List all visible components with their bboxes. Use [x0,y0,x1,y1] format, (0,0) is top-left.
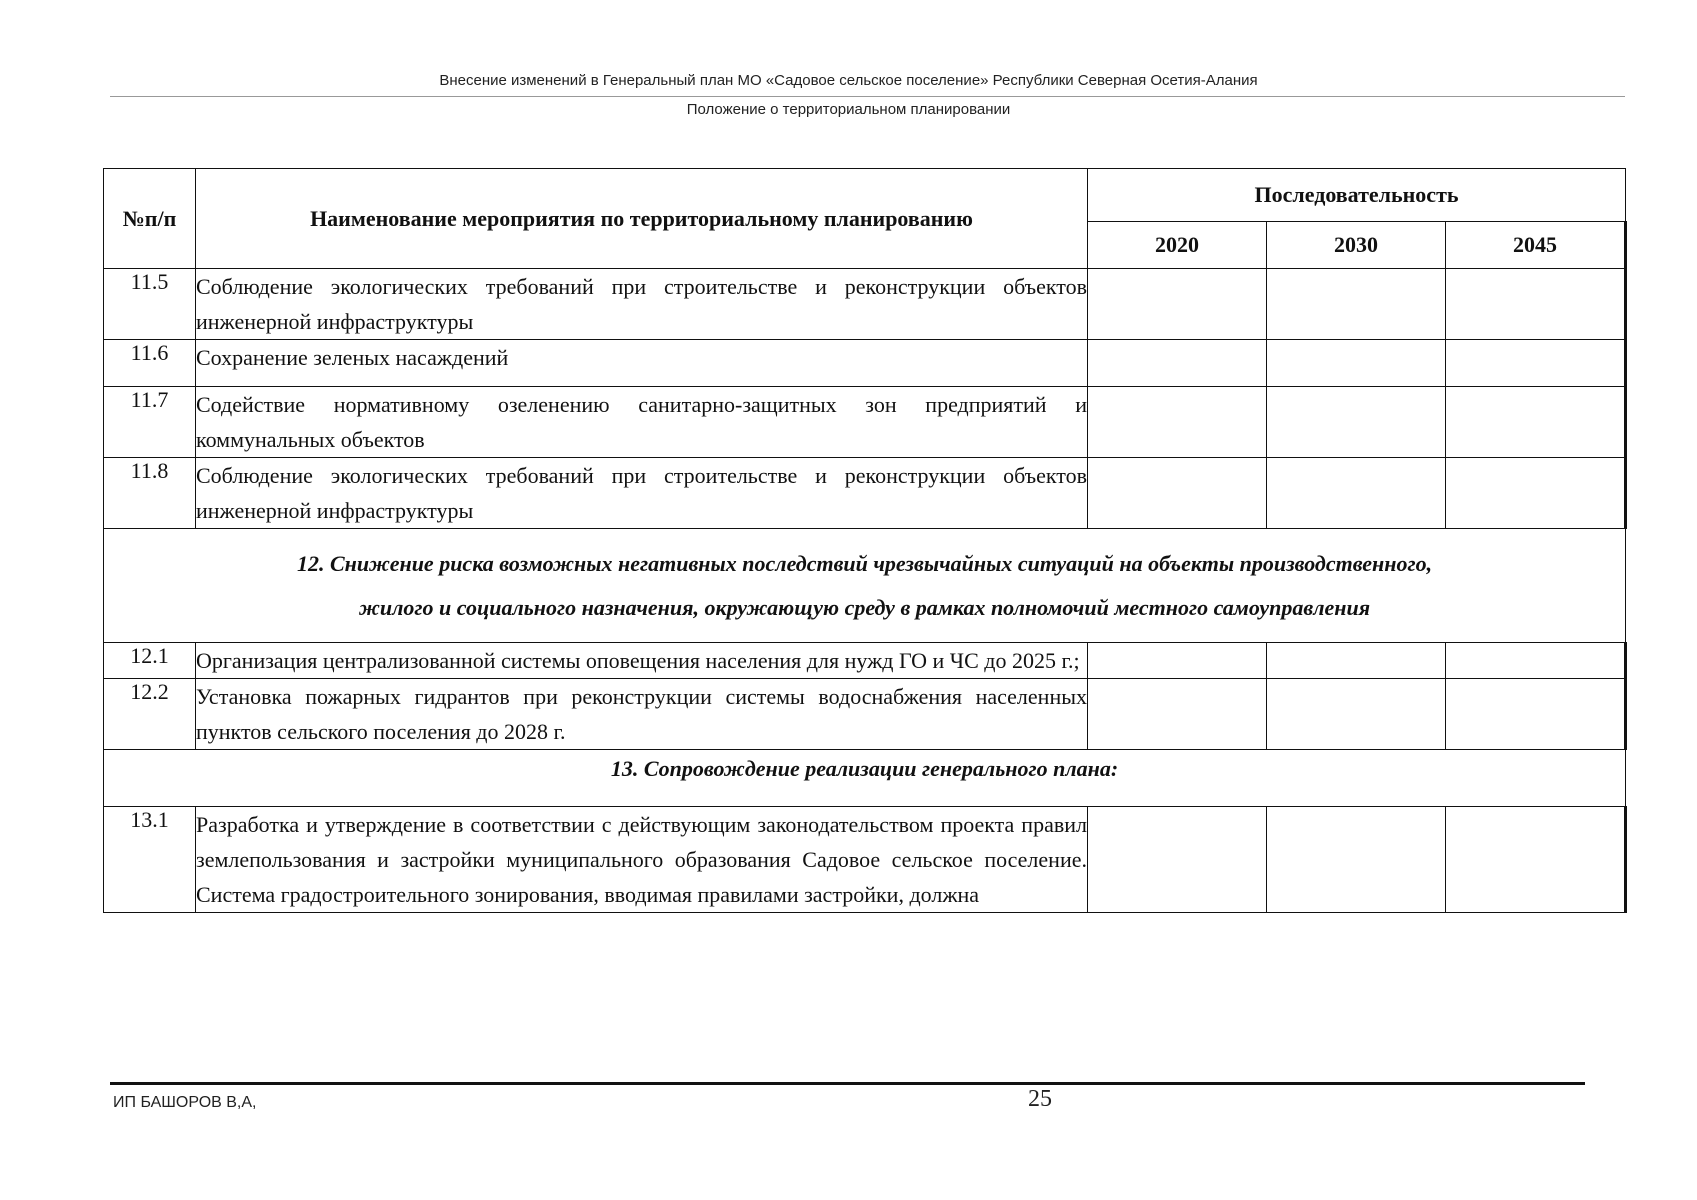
row-number: 11.7 [104,387,196,458]
footer-divider [110,1082,1585,1085]
table-row [104,340,1626,387]
table-row [104,807,1626,913]
row-number: 12.1 [104,643,196,679]
row-measure-name: Содействие нормативному озеленению санитарно-защитных зон предприятий и коммунальных объектов [196,387,1088,458]
column-header-year-2020: 2020 [1088,222,1267,269]
row-measure-name: Организация централизованной системы оповещения населения для нужд ГО и ЧС до 2025 г.; [196,643,1088,679]
row-number: 12.2 [104,679,196,750]
table-row [104,387,1626,458]
cell-2030 [1267,387,1446,458]
cell-2030 [1267,340,1446,387]
column-header-sequence: Последовательность [1088,169,1626,222]
cell-2045 [1446,458,1626,529]
row-measure-name: Установка пожарных гидрантов при реконструкции системы водоснабжения населенных пунктов сельского поселения до 2028 г. [196,679,1088,750]
cell-2030 [1267,458,1446,529]
cell-2020 [1088,679,1267,750]
section-12-line1: 12. Снижение риска возможных негативных последствий чрезвычайных ситуаций на объекты производственного, [296,550,1433,576]
cell-2020 [1088,807,1267,913]
row-measure-name: Сохранение зеленых насаждений [196,340,1088,387]
page-number: 25 [1028,1086,1052,1112]
row-number: 13.1 [104,807,196,913]
cell-2030 [1267,643,1446,679]
cell-2020 [1088,387,1267,458]
cell-2020 [1088,269,1267,340]
cell-2020 [1088,340,1267,387]
row-measure-name: Разработка и утверждение в соответствии с действующим законодательством проекта правил землепользования и застройки муниципального образования Садовое сельское поселение. Система градостроительного зонирования, вводимая правилами застройки, должна [196,807,1088,913]
row-number: 11.5 [104,269,196,340]
footer-author: ИП БАШОРОВ В,А, [113,1094,257,1111]
table-row [104,269,1626,340]
planning-measures-table [103,168,1627,913]
cell-2030 [1267,807,1446,913]
cell-2045 [1446,679,1626,750]
column-header-year-2030: 2030 [1267,222,1446,269]
section-12-line2: жилого и социального назначения, окружающую среду в рамках полномочий местного самоуправления [358,594,1371,620]
table-row [104,458,1626,529]
column-header-name: Наименование мероприятия по территориальному планированию [196,169,1088,269]
section-row [104,529,1626,643]
cell-2020 [1088,643,1267,679]
document-header-subtitle: Положение о территориальном планировании [686,101,1011,118]
cell-2020 [1088,458,1267,529]
cell-2045 [1446,807,1626,913]
table-row [104,643,1626,679]
row-measure-name: Соблюдение экологических требований при строительстве и реконструкции объектов инженерной инфраструктуры [196,458,1088,529]
column-header-year-2045: 2045 [1446,222,1626,269]
cell-2030 [1267,679,1446,750]
cell-2045 [1446,340,1626,387]
cell-2045 [1446,269,1626,340]
section-12-heading [104,529,1626,643]
cell-2030 [1267,269,1446,340]
cell-2045 [1446,643,1626,679]
section-row [104,750,1626,807]
row-number: 11.6 [104,340,196,387]
section-13-heading: 13. Сопровождение реализации генерального плана: [104,750,1626,807]
column-header-number: №п/п [104,169,196,269]
document-header-title: Внесение изменений в Генеральный план МО «Садовое сельское поселение» Республики Северная Осетия-Алания [439,72,1258,89]
row-number: 11.8 [104,458,196,529]
header-divider [110,96,1625,97]
row-measure-name: Соблюдение экологических требований при строительстве и реконструкции объектов инженерной инфраструктуры [196,269,1088,340]
table-row [104,679,1626,750]
cell-2045 [1446,387,1626,458]
